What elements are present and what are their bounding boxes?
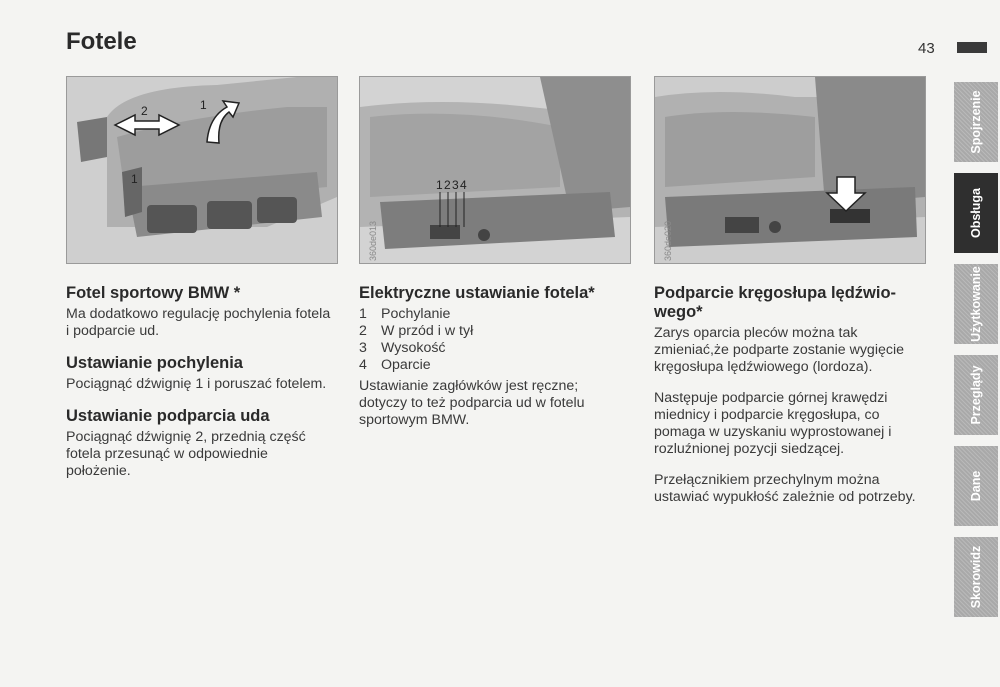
figure-label-2: 2 — [141, 104, 148, 118]
heading-sport-seat: Fotel sportowy BMW * — [66, 284, 241, 302]
text-headrest: Ustawianie zagłówków jest ręczne; dotyczy to też podparcia ud w fotelu sportowym BMW. — [359, 378, 585, 428]
chapter-tabs — [954, 82, 998, 628]
list-item: 4 Oparcie — [359, 357, 431, 373]
list-item: 3 Wysokość — [359, 340, 446, 356]
text-sport-seat: Ma dodatkowo regulację pochylenia fotela i podparcie ud. — [66, 306, 331, 339]
lumbar-support-illustration — [655, 77, 925, 263]
figure-label-3: 3 — [452, 178, 459, 192]
heading-thigh-support: Ustawianie podparcia uda — [66, 407, 270, 425]
text-lumbar-2: Następuje podparcie górnej krawędzi miednicy i podparcie kręgosłupa, co pomaga w uzyskaniu wyprostowanej i rozluźnionej pozycji siedzącej. — [654, 390, 892, 457]
tab-przeglady[interactable]: Przeglądy — [954, 355, 998, 435]
tab-dane[interactable]: Dane — [954, 446, 998, 526]
figure-label-2: 2 — [444, 178, 451, 192]
text-thigh-support: Pociągnąć dźwignię 2, przednią część fotela przesunąć w odpowiednie położenie. — [66, 429, 306, 479]
figure-code: 360de013 — [368, 220, 378, 261]
tab-uzytkowanie[interactable]: Użytkowanie — [954, 264, 998, 344]
figure-code: 360de020 — [663, 220, 673, 261]
figure-label-1b: 1 — [131, 172, 138, 186]
figure-sport-seat — [66, 76, 338, 264]
tab-skorowidz[interactable]: Skorowidz — [954, 537, 998, 617]
page-number: 43 — [918, 40, 935, 57]
figure-label-4: 4 — [460, 178, 467, 192]
figure-label-1: 1 — [200, 98, 207, 112]
section-electric-seat — [359, 284, 627, 429]
list-item: 2 W przód i w tył — [359, 323, 474, 339]
page-marker — [957, 42, 987, 53]
section-sport-seat — [66, 284, 334, 480]
text-lumbar-1: Zarys oparcia pleców można tak zmieniać,że podparte zostanie wygięcie kręgosłupa lędźwiowego (lordoza). — [654, 325, 904, 375]
section-lumbar-support — [654, 284, 922, 506]
sport-seat-illustration — [67, 77, 337, 263]
figure-lumbar-support — [654, 76, 926, 264]
text-tilt: Pociągnąć dźwignię 1 i poruszać fotelem. — [66, 376, 327, 392]
text-lumbar-3: Przełącznikiem przechylnym można ustawiać wypukłość zależnie od potrzeby. — [654, 472, 916, 505]
page-title: Fotele — [66, 28, 137, 55]
list-item: 1 Pochylanie — [359, 306, 451, 322]
heading-electric-seat: Elektryczne ustawianie fotela* — [359, 284, 595, 302]
electric-seat-illustration — [360, 77, 630, 263]
figure-electric-seat — [359, 76, 631, 264]
tab-spojrzenie[interactable]: Spojrzenie — [954, 82, 998, 162]
figure-label-1: 1 — [436, 178, 443, 192]
tab-obsluga[interactable]: Obsługa — [954, 173, 998, 253]
control-list — [359, 306, 627, 374]
heading-lumbar: Podparcie kręgosłupa lędźwio-wego* — [654, 284, 897, 321]
heading-tilt: Ustawianie pochylenia — [66, 354, 243, 372]
